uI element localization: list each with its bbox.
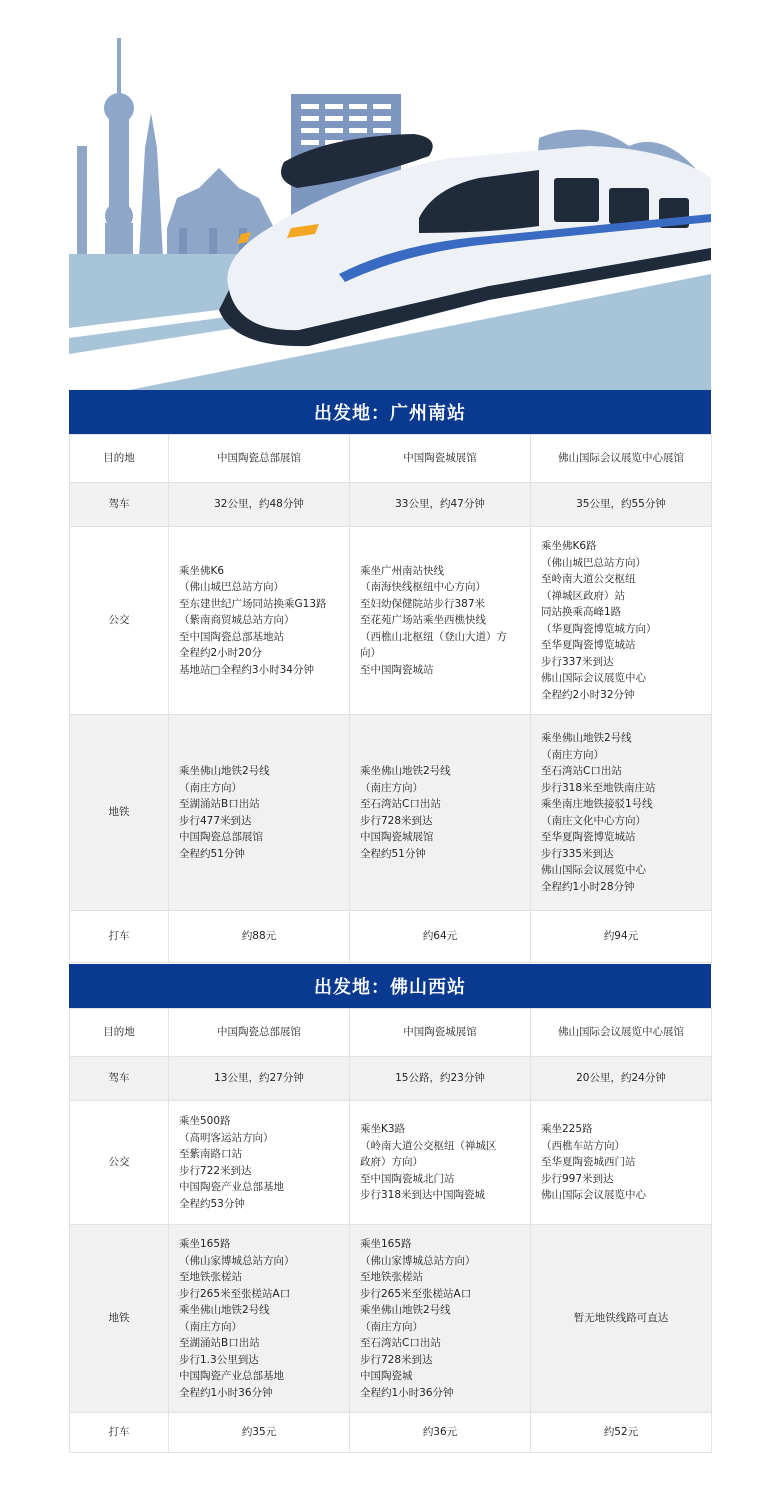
route-table-foshan-west (69, 1008, 712, 1453)
table-row-metro (70, 715, 712, 911)
table-row-bus (70, 527, 712, 715)
table-cell: 乘坐佛K6 （佛山城巴总站方向） 至东建世纪广场同站换乘G13路 （紫南商贸城总站方向） 至中国陶瓷总部基地站 全程约2小时20分 基地站□全程约3小时34分钟 (169, 527, 350, 715)
table-row-drive (70, 483, 712, 527)
table-cell: 约64元 (350, 911, 531, 963)
row-label: 目的地 (70, 435, 169, 483)
table-cell: 约94元 (531, 911, 712, 963)
table-cell: 中国陶瓷总部展馆 (169, 1009, 350, 1057)
row-label: 目的地 (70, 1009, 169, 1057)
row-label: 驾车 (70, 1057, 169, 1101)
row-label: 地铁 (70, 715, 169, 911)
table-cell: 乘坐佛山地铁2号线 （南庄方向） 至石湾站C口出站 步行728米到达 中国陶瓷城展馆 全程约51分钟 (350, 715, 531, 911)
table-row-destination (70, 435, 712, 483)
train-icon (69, 28, 711, 390)
table-cell: 约36元 (350, 1413, 531, 1453)
row-label: 地铁 (70, 1225, 169, 1413)
table-cell: 中国陶瓷总部展馆 (169, 435, 350, 483)
table-cell: 暂无地铁线路可直达 (531, 1225, 712, 1413)
row-label: 打车 (70, 911, 169, 963)
route-table-guangzhou-south (69, 434, 712, 963)
row-label: 公交 (70, 1101, 169, 1225)
table-cell: 乘坐165路 （佛山家博城总站方向） 至地铁张槎站 步行265米至张槎站A口 乘坐佛山地铁2号线 （南庄方向） 至石湾站C口出站 步行728米到达 中国陶瓷城 全程约1小时36分钟 (350, 1225, 531, 1413)
table-cell: 佛山国际会议展览中心展馆 (531, 1009, 712, 1057)
table-cell: 中国陶瓷城展馆 (350, 1009, 531, 1057)
table-cell: 约88元 (169, 911, 350, 963)
table-row-taxi (70, 911, 712, 963)
table-cell: 32公里，约48分钟 (169, 483, 350, 527)
table-row-bus (70, 1101, 712, 1225)
table-cell: 13公里，约27分钟 (169, 1057, 350, 1101)
table-cell: 乘坐广州南站快线 （南海快线枢纽中心方向） 至妇幼保健院站步行387米 至花苑广场站乘坐西樵快线 （西樵山北枢纽（登山大道）方 向） 至中国陶瓷城站 (350, 527, 531, 715)
row-label: 公交 (70, 527, 169, 715)
table-cell: 乘坐佛山地铁2号线 （南庄方向） 至湖涌站B口出站 步行477米到达 中国陶瓷总部展馆 全程约51分钟 (169, 715, 350, 911)
table-cell: 中国陶瓷城展馆 (350, 435, 531, 483)
table-row-taxi (70, 1413, 712, 1453)
table-cell: 乘坐500路 （高明客运站方向） 至紫南路口站 步行722米到达 中国陶瓷产业总部基地 全程约53分钟 (169, 1101, 350, 1225)
table-cell: 乘坐225路 （西樵车站方向） 至华夏陶瓷城西门站 步行997米到达 佛山国际会议展览中心 (531, 1101, 712, 1225)
row-label: 打车 (70, 1413, 169, 1453)
table-cell: 乘坐佛山地铁2号线 （南庄方向） 至石湾站C口出站 步行318米至地铁南庄站 乘坐南庄地铁接驳1号线 （南庄文化中心方向） 至华夏陶瓷博览城站 步行335米到达 佛山国际会议展览中心 全程约1小时28分钟 (531, 715, 712, 911)
table-cell: 约35元 (169, 1413, 350, 1453)
table-cell: 约52元 (531, 1413, 712, 1453)
table-cell: 15公路，约23分钟 (350, 1057, 531, 1101)
table-cell: 佛山国际会议展览中心展馆 (531, 435, 712, 483)
table-cell: 35公里，约55分钟 (531, 483, 712, 527)
table-cell: 20公里，约24分钟 (531, 1057, 712, 1101)
table-row-drive (70, 1057, 712, 1101)
hero-train-illustration (69, 28, 711, 390)
table-row-destination (70, 1009, 712, 1057)
section-header-foshan-west: 出发地：佛山西站 (69, 964, 711, 1008)
table-cell: 乘坐165路 （佛山家博城总站方向） 至地铁张槎站 步行265米至张槎站A口 乘坐佛山地铁2号线 （南庄方向） 至湖涌站B口出站 步行1.3公里到达 中国陶瓷产业总部基地 全程约1小时36分钟 (169, 1225, 350, 1413)
table-row-metro (70, 1225, 712, 1413)
row-label: 驾车 (70, 483, 169, 527)
table-cell: 乘坐K3路 （岭南大道公交枢纽（禅城区 政府）方向） 至中国陶瓷城北门站 步行318米到达中国陶瓷城 (350, 1101, 531, 1225)
section-header-guangzhou-south: 出发地：广州南站 (69, 390, 711, 434)
table-cell: 乘坐佛K6路 （佛山城巴总站方向） 至岭南大道公交枢纽 （禅城区政府）站 同站换乘高峰1路 （华夏陶瓷博览城方向） 至华夏陶瓷博览城站 步行337米到达 佛山国际会议展览中心 全程约2小时32分钟 (531, 527, 712, 715)
table-cell: 33公里，约47分钟 (350, 483, 531, 527)
